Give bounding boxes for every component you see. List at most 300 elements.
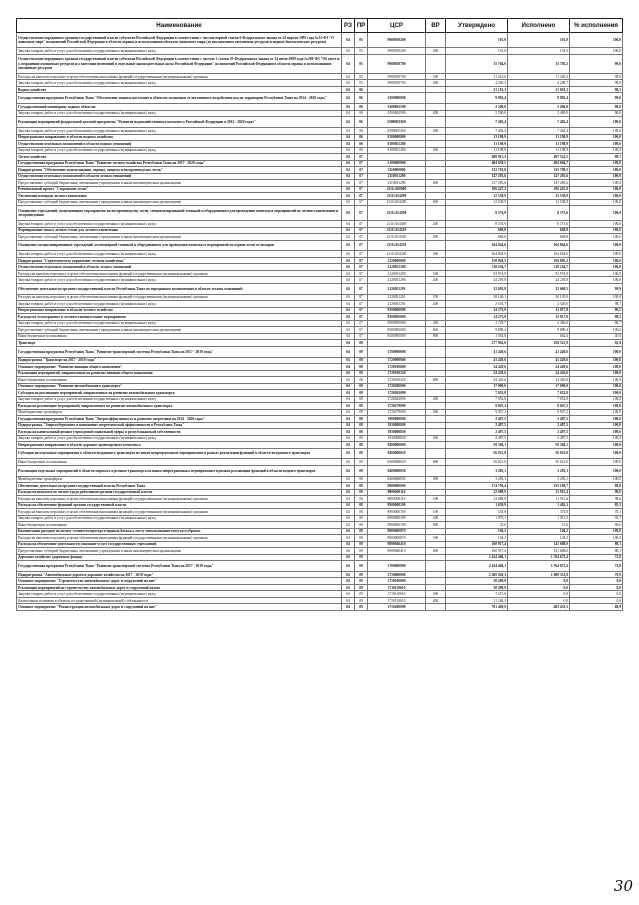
row-pr: 09	[355, 597, 368, 604]
row-name: Закупка товаров, работ и услуг для обеспечения государственных (муниципальных) нужд	[17, 396, 342, 403]
row-name: Расходы на лесоохранные и лесовосстановительные мероприятия	[17, 314, 342, 321]
row-rz: 04	[342, 48, 355, 55]
row-pr: 07	[355, 173, 368, 180]
row-pr: 08	[355, 541, 368, 548]
row-csr: 1720000000	[368, 357, 426, 364]
row-pr: 09	[355, 584, 368, 591]
row-rz: 04	[342, 377, 355, 384]
table-row	[17, 240, 623, 251]
row-name: Иные бюджетные ассигнования	[17, 333, 342, 340]
row-csr: 8400068030	[368, 476, 426, 483]
row-approved: 24 420,6	[446, 370, 508, 377]
row-percent: 90,5	[570, 307, 623, 314]
row-rz: 04	[342, 160, 355, 167]
row-rz: 04	[342, 370, 355, 377]
row-csr: 2500000000	[368, 93, 426, 104]
row-percent: 96,0	[570, 110, 623, 117]
row-approved: 164 844,6	[446, 251, 508, 258]
row-approved: 30 140,1	[446, 294, 508, 301]
row-percent: 96,0	[570, 104, 623, 111]
row-name: Предоставление субсидий бюджетным, автономным учреждениям и иным некоммерческим организациям	[17, 199, 342, 206]
row-name: Закупка товаров, работ и услуг для обеспечения государственных (муниципальных) нужд	[17, 277, 342, 284]
row-rz: 04	[342, 597, 355, 604]
row-percent: 72,8	[570, 561, 623, 572]
row-executed: 56 021,0	[508, 459, 570, 466]
row-csr: 8500000000	[368, 307, 426, 314]
row-rz: 04	[342, 251, 355, 258]
table-body	[17, 33, 623, 611]
row-percent: 99,9	[570, 73, 623, 80]
row-vr	[426, 604, 446, 611]
row-executed: 1 011,3	[508, 515, 570, 522]
row-name: Увеличение площади лесовосстановления	[17, 193, 342, 200]
row-approved: 12 088,9	[446, 489, 508, 496]
row-csr: 1720200000	[368, 383, 426, 390]
row-vr	[426, 117, 446, 128]
row-percent: 72,8	[570, 554, 623, 561]
row-vr: 200	[426, 110, 446, 117]
row-pr: 06	[355, 93, 368, 104]
row-percent: 100,0	[570, 180, 623, 187]
row-csr: 1720279090	[368, 403, 426, 410]
row-pr: 08	[355, 528, 368, 535]
row-rz: 04	[342, 422, 355, 429]
row-percent: 99,5	[570, 86, 623, 93]
row-executed: 15 702,2	[508, 54, 570, 73]
row-pr: 07	[355, 257, 368, 264]
row-executed: 147 283,6	[508, 173, 570, 180]
row-vr: 100	[426, 509, 446, 516]
row-name: Водное хозяйство	[17, 86, 342, 93]
row-name: Подпрограмма "Обеспечение использования, охраны, защиты и воспроизводства лесов"	[17, 167, 342, 174]
row-percent: 100,0	[570, 134, 623, 141]
row-vr: 600	[426, 327, 446, 334]
row-pr: 08	[355, 465, 368, 476]
row-approved: 11 414,6	[446, 73, 508, 80]
row-approved: 484 639,5	[446, 160, 508, 167]
row-csr: 8900000870	[368, 528, 426, 535]
row-rz: 04	[342, 383, 355, 390]
row-pr: 08	[355, 448, 368, 459]
row-percent: 0,0	[570, 578, 623, 585]
row-pr: 05	[355, 33, 368, 48]
row-vr	[426, 465, 446, 476]
row-percent: 100,0	[570, 476, 623, 483]
row-pr: 07	[355, 180, 368, 187]
row-csr: 211GA54300	[368, 206, 426, 221]
row-percent: 99,0	[570, 93, 623, 104]
row-percent: 100,0	[570, 199, 623, 206]
row-approved: 15 764,9	[446, 54, 508, 73]
row-percent: 98,6	[570, 489, 623, 496]
row-pr: 08	[355, 370, 368, 377]
row-csr: 8100000000	[368, 134, 426, 141]
row-name: Подпрограмма "Стратегическое управление лесным хозяйством"	[17, 257, 342, 264]
table-row	[17, 448, 623, 459]
row-csr: 8500095000	[368, 333, 426, 340]
row-name: Иные бюджетные ассигнования	[17, 522, 342, 529]
row-vr: 200	[426, 277, 446, 284]
row-pr: 07	[355, 160, 368, 167]
row-approved: 38 499,9	[446, 584, 508, 591]
row-executed: 9 947,2	[508, 409, 570, 416]
row-rz: 04	[342, 390, 355, 397]
row-csr: 8900040410	[368, 548, 426, 555]
row-vr	[426, 33, 446, 48]
row-name: Закупка товаров, работ и услуг для обеспечения государственных (муниципальных) нужд	[17, 48, 342, 55]
row-approved: 1 639,9	[446, 502, 508, 509]
row-pr: 06	[355, 104, 368, 111]
row-pr: 07	[355, 234, 368, 241]
row-rz: 04	[342, 496, 355, 503]
row-csr: 211GA54320	[368, 240, 426, 251]
row-percent: 100,0	[570, 48, 623, 55]
row-rz: 04	[342, 54, 355, 73]
row-name: Лесное хозяйство	[17, 154, 342, 161]
row-rz: 04	[342, 270, 355, 277]
row-csr: 8400068020	[368, 448, 426, 459]
row-vr	[426, 93, 446, 104]
row-percent: 100,0	[570, 277, 623, 284]
row-csr: 8500095000	[368, 320, 426, 327]
row-approved: 56 021,0	[446, 459, 508, 466]
row-csr: 1720160320	[368, 377, 426, 384]
row-vr	[426, 54, 446, 73]
row-rz: 04	[342, 320, 355, 327]
row-csr: 8900000190	[368, 522, 426, 529]
row-rz: 04	[342, 476, 355, 483]
row-rz: 04	[342, 364, 355, 371]
row-percent: 100,0	[570, 257, 623, 264]
row-csr: 8500095000	[368, 314, 426, 321]
row-pr: 08	[355, 377, 368, 384]
row-percent: 88,1	[570, 541, 623, 548]
row-executed: 9 889,4	[508, 327, 570, 334]
row-name: Иные бюджетные ассигнования	[17, 377, 342, 384]
row-percent: 100,0	[570, 160, 623, 167]
row-name: Подпрограмма "Энергосбережение и повышение энергетической эффективности в Республике Тыва"	[17, 422, 342, 429]
row-rz: 04	[342, 604, 355, 611]
row-vr: 400	[426, 597, 446, 604]
row-approved: 21 101,3	[446, 86, 508, 93]
row-percent: 90,5	[570, 314, 623, 321]
row-csr: 9900059700	[368, 80, 426, 87]
row-executed: 15,0	[508, 522, 570, 529]
row-executed: 101,0	[508, 48, 570, 55]
row-rz: 04	[342, 147, 355, 154]
row-pr: 07	[355, 167, 368, 174]
row-csr: 211GA00000	[368, 186, 426, 193]
row-name: Осуществление отдельных полномочий в области водных отношений	[17, 141, 342, 148]
row-vr: 200	[426, 320, 446, 327]
row-rz: 04	[342, 283, 355, 294]
row-rz: 04	[342, 502, 355, 509]
row-percent: 100,0	[570, 435, 623, 442]
row-pr: 07	[355, 301, 368, 308]
row-executed: 12 917,8	[508, 314, 570, 321]
row-executed: 497 522,5	[508, 154, 570, 161]
row-rz: 04	[342, 110, 355, 117]
row-csr: 25000R0160	[368, 128, 426, 135]
row-executed: 484 604,7	[508, 160, 570, 167]
row-executed: 7 052,8	[508, 396, 570, 403]
row-name: Расходы на реализацию мероприятий, направленных на развитие автомобильного транспорта	[17, 403, 342, 410]
row-csr: 2110051290	[368, 180, 426, 187]
row-percent: 60,0	[570, 522, 623, 529]
row-executed: 668,8	[508, 227, 570, 234]
row-percent: 98,7	[570, 301, 623, 308]
row-pr: 06	[355, 86, 368, 93]
row-name: Реализация отдельных мероприятий в области морского и речного транспорта по иным непрограммным мероприятиям в рамках реализации функций в области водного транспорта	[17, 465, 342, 476]
row-executed: 12 538,9	[508, 193, 570, 200]
row-rz: 04	[342, 535, 355, 542]
table-row	[17, 465, 623, 476]
row-executed: 12 917,8	[508, 307, 570, 314]
row-vr: 800	[426, 459, 446, 466]
row-name: Региональный проект "Сохранение лесов"	[17, 186, 342, 193]
row-rz: 04	[342, 416, 355, 423]
row-approved: 2 487,5	[446, 435, 508, 442]
row-approved: 9 947,2	[446, 409, 508, 416]
row-pr: 07	[355, 199, 368, 206]
row-rz: 04	[342, 357, 355, 364]
row-name: Обеспечение деятельности органов государственной власти Республики Тыва	[17, 483, 342, 490]
row-pr: 08	[355, 442, 368, 449]
row-executed: 662,4	[508, 333, 570, 340]
row-vr: 200	[426, 221, 446, 228]
row-percent: 100,0	[570, 422, 623, 429]
row-name: Расходы на выплаты персоналу в целях обеспечения выполнения функций государственными (муниципальными) органами	[17, 535, 342, 542]
row-percent: 100,0	[570, 128, 623, 135]
budget-table	[16, 18, 623, 611]
row-csr: 211GA54310	[368, 227, 426, 234]
row-percent: 100,0	[570, 167, 623, 174]
row-approved: 668,8	[446, 234, 508, 241]
row-approved: 118 234,7	[446, 264, 508, 271]
table-row	[17, 93, 623, 104]
row-percent: 100,0	[570, 429, 623, 436]
row-name: Реализация мероприятий по строительству автомобильных дорог и сооружений на них	[17, 584, 342, 591]
row-rz: 04	[342, 591, 355, 598]
row-approved: 104,2	[446, 528, 508, 535]
row-pr: 05	[355, 80, 368, 87]
row-executed: 8 373,6	[508, 221, 570, 228]
page-number: 30	[613, 877, 633, 895]
row-pr: 07	[355, 154, 368, 161]
row-pr: 06	[355, 128, 368, 135]
row-name: Государственный мониторинг водных объектов	[17, 104, 342, 111]
row-percent: 100,0	[570, 251, 623, 258]
row-name: Закупка товаров, работ и услуг для обеспечения государственных (муниципальных) нужд	[17, 221, 342, 228]
header-executed: Исполнено	[508, 19, 570, 33]
header-vr: ВР	[426, 19, 446, 33]
row-percent: 99,9	[570, 283, 623, 294]
row-csr: 8900000000	[368, 483, 426, 490]
row-percent: 100,0	[570, 465, 623, 476]
row-name: Закупка товаров, работ и услуг для обеспечения государственных (муниципальных) нужд	[17, 301, 342, 308]
row-approved: 9 947,2	[446, 403, 508, 410]
row-percent: 100,0	[570, 383, 623, 390]
row-percent: 86,7	[570, 320, 623, 327]
row-approved: 11 198,9	[446, 141, 508, 148]
row-executed: 9 802,4	[508, 93, 570, 104]
row-executed: 164 844,6	[508, 240, 570, 251]
row-vr: 200	[426, 301, 446, 308]
row-executed: 1 402,1	[508, 502, 570, 509]
row-name: Основное мероприятие "Строительство автомобильных дорог и сооружений на них"	[17, 578, 342, 585]
row-rz: 04	[342, 117, 355, 128]
row-name: Расходы на выплаты персоналу в целях обеспечения выполнения функций государственными (муниципальными) органами	[17, 270, 342, 277]
row-pr: 08	[355, 340, 368, 347]
row-executed: 24 259,8	[508, 277, 570, 284]
row-approved: 186 427,2	[446, 186, 508, 193]
row-approved: 2 487,5	[446, 429, 508, 436]
row-csr: 211GA54310	[368, 234, 426, 241]
row-rz: 04	[342, 465, 355, 476]
row-approved: 164 844,6	[446, 240, 508, 251]
row-name: Расходы на обеспечение функций органов государственной власти	[17, 502, 342, 509]
header-csr: ЦСР	[368, 19, 426, 33]
row-pr: 08	[355, 502, 368, 509]
row-executed: 7 402,4	[508, 128, 570, 135]
row-csr: 2100000000	[368, 160, 426, 167]
row-csr: 8900000190	[368, 515, 426, 522]
row-percent: 70,9	[570, 571, 623, 578]
row-name: Иные бюджетные ассигнования	[17, 459, 342, 466]
row-percent: 100,0	[570, 141, 623, 148]
row-pr: 08	[355, 403, 368, 410]
row-csr: 2500002500	[368, 104, 426, 111]
row-pr: 09	[355, 571, 368, 578]
row-approved: 93 974,9	[446, 270, 508, 277]
row-vr: 600	[426, 180, 446, 187]
row-name: Расходы на выплаты персоналу в целях обеспечения выполнения функций государственными (муниципальными) органами	[17, 73, 342, 80]
row-name: Реализация мероприятий, направленных на развитие авиации общего назначения	[17, 370, 342, 377]
row-name: Государственная программа Республики Тыва "Развитие транспортной системы Республики Тыва на 2017 - 2019 годы"	[17, 561, 342, 572]
row-approved: 7 052,8	[446, 390, 508, 397]
row-rz: 04	[342, 571, 355, 578]
row-approved: 8 374,9	[446, 206, 508, 221]
row-csr: 2110000000	[368, 167, 426, 174]
row-rz: 04	[342, 227, 355, 234]
row-approved: 25,0	[446, 522, 508, 529]
row-csr: 8900040410	[368, 541, 426, 548]
row-executed: 24 420,6	[508, 377, 570, 384]
row-rz: 04	[342, 240, 355, 251]
row-approved: 12 538,9	[446, 199, 508, 206]
row-executed: 1 764 673,4	[508, 561, 570, 572]
row-percent: 100,0	[570, 327, 623, 334]
row-pr: 08	[355, 509, 368, 516]
header-rz: РЗ	[342, 19, 355, 33]
row-approved: 31 284,3	[446, 597, 508, 604]
row-name: Закупка товаров, работ и услуг для обеспечения государственных (муниципальных) нужд	[17, 147, 342, 154]
row-name: Компенсация расходов на оплату стоимости проезда и провоза багажа к месту использования отпуска и обратно	[17, 528, 342, 535]
row-csr: 9900059200	[368, 48, 426, 55]
row-name: Капитальные вложения в объекты государственной (муниципальной) собственности	[17, 597, 342, 604]
row-executed: 2 520,6	[508, 301, 570, 308]
row-rz: 04	[342, 483, 355, 490]
table-row	[17, 54, 623, 73]
row-percent: 0,0	[570, 597, 623, 604]
row-name: Государственная программа Республики Тыва "Энергоэффективность и развитие энергетики на 2014 - 2020 годы"	[17, 416, 342, 423]
row-executed: 2 487,5	[508, 435, 570, 442]
row-pr: 08	[355, 515, 368, 522]
row-rz: 04	[342, 193, 355, 200]
row-executed: 32 660,5	[508, 283, 570, 294]
row-name: Предоставление субсидий бюджетным, автономным учреждениям и иным некоммерческим организациям	[17, 234, 342, 241]
row-approved: 4 350,3	[446, 80, 508, 87]
row-percent: 98,8	[570, 80, 623, 87]
row-executed: 24 420,6	[508, 364, 570, 371]
row-rz: 04	[342, 548, 355, 555]
row-percent: 92,9	[570, 340, 623, 347]
row-csr: 1700000000	[368, 561, 426, 572]
row-executed: 101,0	[508, 33, 570, 48]
row-rz: 04	[342, 134, 355, 141]
row-approved: 104,2	[446, 535, 508, 542]
row-approved: 7 402,4	[446, 128, 508, 135]
row-vr: 200	[426, 435, 446, 442]
row-name: Подпрограмма "Автомобильные дороги и дорожное хозяйство на 2017 - 2019 годы"	[17, 571, 342, 578]
row-name: Закупка товаров, работ и услуг для обеспечения государственных (муниципальных) нужд	[17, 435, 342, 442]
row-rz: 04	[342, 459, 355, 466]
row-rz: 04	[342, 528, 355, 535]
row-rz: 04	[342, 199, 355, 206]
budget-table-sheet	[16, 18, 622, 611]
row-approved: 535,8	[446, 509, 508, 516]
row-name: Предоставление субсидий бюджетным, автономным учреждениям и иным некоммерческим организациям	[17, 327, 342, 334]
row-approved: 1 079,1	[446, 515, 508, 522]
row-pr: 08	[355, 548, 368, 555]
row-executed: 2 487,5	[508, 416, 570, 423]
row-name: Закупка товаров, работ и услуг для обеспечения государственных (муниципальных) нужд	[17, 251, 342, 258]
row-pr: 05	[355, 54, 368, 73]
row-rz: 04	[342, 403, 355, 410]
row-approved: 41 420,6	[446, 357, 508, 364]
row-approved: 3 283,1	[446, 476, 508, 483]
row-executed: 0,0	[508, 597, 570, 604]
row-percent: 100,0	[570, 240, 623, 251]
row-approved: 41 420,6	[446, 346, 508, 357]
row-approved: 32 693,8	[446, 283, 508, 294]
row-rz: 04	[342, 33, 355, 48]
row-pr: 07	[355, 193, 368, 200]
row-pr: 08	[355, 396, 368, 403]
row-csr: 1720263090	[368, 390, 426, 397]
row-executed: 11 915,4	[508, 489, 570, 496]
row-csr: 1720100000	[368, 364, 426, 371]
row-approved: 14 273,9	[446, 307, 508, 314]
row-name: Расходы на выплаты по оплате труда работников органов государственной власти	[17, 489, 342, 496]
row-vr: 800	[426, 377, 446, 384]
row-approved: 498 913,2	[446, 154, 508, 161]
row-name: Межбюджетные трансферты	[17, 409, 342, 416]
row-csr: 9900059200	[368, 33, 426, 48]
row-approved: 14 273,9	[446, 314, 508, 321]
row-executed: 2 487,5	[508, 429, 570, 436]
row-executed: 0,0	[508, 584, 570, 591]
row-percent: 100,0	[570, 528, 623, 535]
row-rz: 04	[342, 515, 355, 522]
row-pr: 06	[355, 141, 368, 148]
row-pr: 07	[355, 251, 368, 258]
row-executed: 30 139,9	[508, 294, 570, 301]
row-rz: 04	[342, 314, 355, 321]
row-percent: 93,7	[570, 515, 623, 522]
row-approved: 2 424 460,1	[446, 561, 508, 572]
row-csr: 211GA54300	[368, 221, 426, 228]
